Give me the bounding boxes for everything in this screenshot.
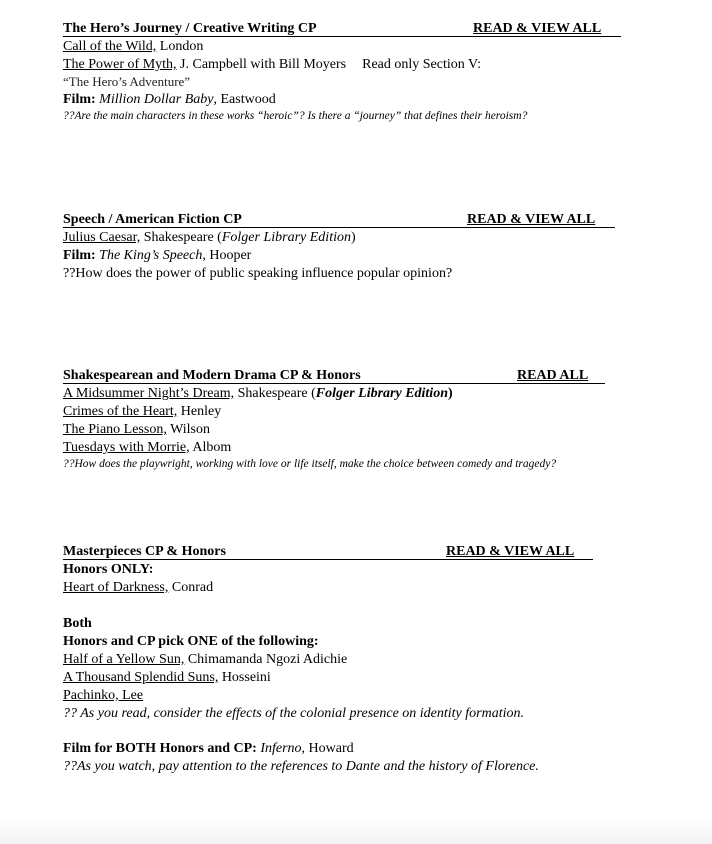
section-3-title: [63, 367, 361, 384]
book-author: London: [156, 39, 204, 54]
film-label: Film:: [63, 92, 96, 107]
section-4-book-1: [63, 579, 213, 596]
section-2-film: [63, 247, 251, 264]
section-4-pick-one: Honors and CP pick ONE of the following:: [63, 634, 319, 649]
book-title: Crimes of the Heart,: [63, 404, 178, 419]
film-title: Million Dollar Baby: [99, 92, 214, 107]
section-1-film: [63, 91, 276, 108]
section-4-book-2: [63, 651, 347, 668]
book-note: Read only Section V:: [362, 57, 481, 72]
section-1-book-2-subnote: “The Hero’s Adventure”: [63, 74, 191, 89]
book-close: ): [350, 230, 356, 245]
section-2-question: ??How does the power of public speaking influence popular opinion?: [63, 266, 453, 281]
film-director: , Howard: [301, 741, 354, 756]
film-director: , Hooper: [202, 248, 252, 263]
section-3-book-3: [63, 421, 210, 438]
book-title: The Piano Lesson,: [63, 422, 167, 437]
book-title: The Power of Myth,: [63, 57, 177, 72]
book-edition: Folger Library Edition: [221, 230, 351, 245]
book-title: Half of a Yellow Sun,: [63, 652, 185, 667]
book-author: Henley: [177, 404, 222, 419]
section-3-book-4: [63, 439, 231, 456]
book-title: Call of the Wild,: [63, 39, 157, 54]
book-author: Shakespeare (: [234, 386, 316, 401]
book-title: Pachinko, Lee: [63, 688, 144, 703]
section-2-book-1: [63, 229, 356, 246]
section-3-title-text: Shakespearean and Modern Drama CP & Honors: [63, 368, 361, 383]
section-4-title-text: Masterpieces CP & Honors: [63, 544, 226, 559]
section-4-title: [63, 543, 226, 560]
film-director: , Eastwood: [213, 92, 276, 107]
book-author: Wilson: [166, 422, 210, 437]
section-4-honors-only: Honors ONLY:: [63, 562, 154, 577]
section-4-film: [63, 740, 354, 757]
section-1-question: ??Are the main characters in these works “heroic”? Is there a “journey” that defines their heroism?: [63, 110, 528, 122]
book-author: Conrad: [168, 580, 214, 595]
book-title: Tuesdays with Morrie,: [63, 440, 190, 455]
section-3-book-2: [63, 403, 221, 420]
book-author: Chimamanda Ngozi Adichie: [184, 652, 348, 667]
film-label: Film:: [63, 248, 96, 263]
book-author: Albom: [189, 440, 232, 455]
section-1-title: [63, 20, 317, 37]
book-close: ): [447, 386, 453, 401]
section-4-question-2: ??As you watch, pay attention to the references to Dante and the history of Florence.: [63, 759, 539, 774]
section-2-title-text: Speech / American Fiction CP: [63, 212, 242, 227]
book-edition: Folger Library Edition: [315, 386, 448, 401]
section-4-both: Both: [63, 616, 92, 631]
book-title: A Midsummer Night’s Dream,: [63, 386, 235, 401]
book-author: Shakespeare (: [140, 230, 222, 245]
section-2-title: [63, 211, 242, 228]
film-label: Film for BOTH Honors and CP:: [63, 741, 257, 756]
section-4-tag: READ & VIEW ALL: [446, 544, 575, 559]
section-1-tag: READ & VIEW ALL: [473, 21, 602, 36]
book-title: A Thousand Splendid Suns,: [63, 670, 219, 685]
page-bottom-shade: [0, 818, 712, 844]
film-title: The King’s Speech: [99, 248, 203, 263]
section-3-tag: READ ALL: [517, 368, 589, 383]
section-1-title-text: The Hero’s Journey / Creative Writing CP: [63, 21, 317, 36]
book-title: Heart of Darkness,: [63, 580, 169, 595]
book-author: J. Campbell with Bill Moyers: [176, 57, 347, 72]
section-4-book-4: [63, 687, 143, 704]
section-4-book-3: [63, 669, 271, 686]
section-3-book-1: [63, 385, 453, 402]
section-3-question: ??How does the playwright, working with love or life itself, make the choice between comedy and tragedy?: [63, 458, 557, 470]
book-author: Hosseini: [218, 670, 271, 685]
section-1-book-2: [63, 56, 481, 73]
section-2-tag: READ & VIEW ALL: [467, 212, 596, 227]
book-title: Julius Caesar,: [63, 230, 141, 245]
section-4-question-1: ?? As you read, consider the effects of the colonial presence on identity formation.: [63, 706, 525, 721]
section-1-book-1: [63, 38, 203, 55]
film-title: Inferno: [260, 741, 302, 756]
